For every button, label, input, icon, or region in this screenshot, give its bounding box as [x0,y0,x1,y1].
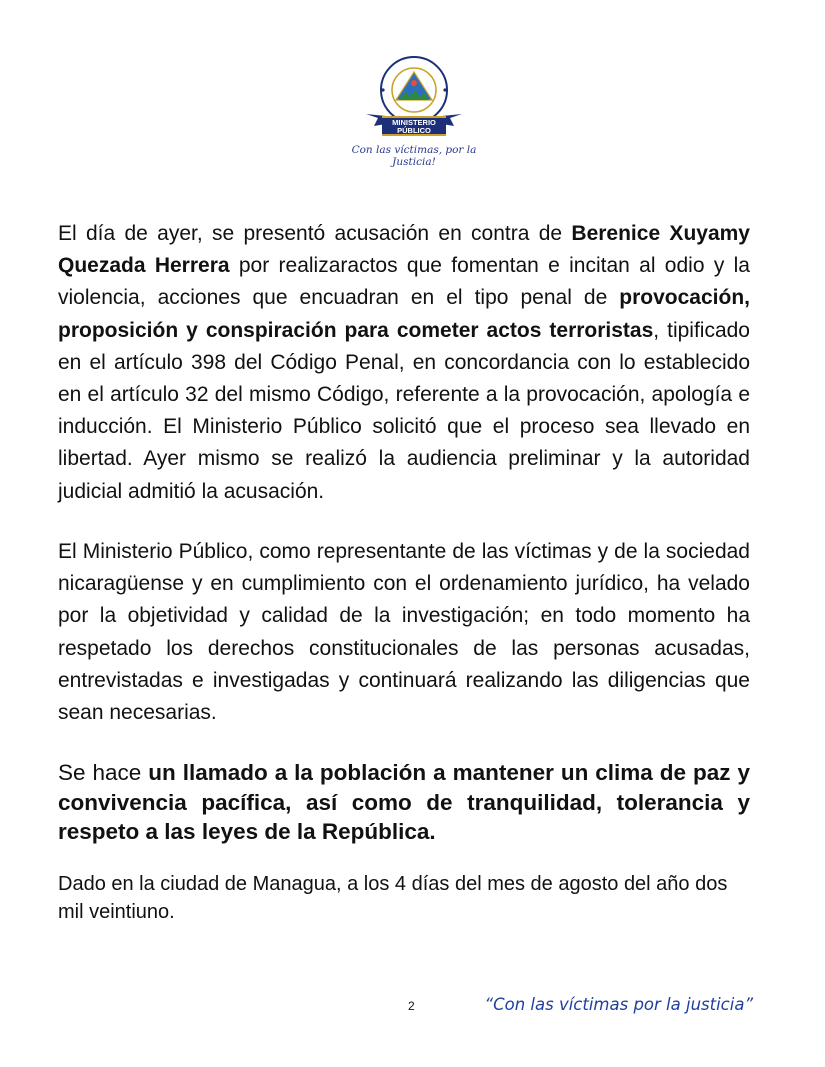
logo-tagline: Con las víctimas, por la Justicia! [351,144,477,168]
text-run: , tipificado en el artículo 398 del Código Penal, en concordancia con lo establecido en el artículo 32 del mismo Código, referente a la provocación, apología e inducción. El Ministerio Público solicitó que el proceso sea llevado en libertad. Ayer mismo se realizó la audiencia preliminar y la autoridad judicial admitió la acusación. [58,318,750,503]
text-run: El día de ayer, se presentó acusación en contra de [58,222,572,245]
ministerio-publico-logo [336,54,492,166]
footer-motto: “Con las víctimas por la justicia” [484,995,753,1014]
banner-line1: MINISTERIO [392,118,436,127]
banner-line2: PÚBLICO [397,126,431,135]
bold-text-run: un llamado a la población a mantener un clima de paz y convivencia pacífica, así como de tranquilidad, tolerancia y respeto a las leyes de la República. [58,760,750,844]
paragraph-ministry-statement [58,536,750,729]
paragraph-accusation [58,218,750,508]
bold-text-run: Berenice Xuyamy Quezada Herrera [58,222,750,278]
text-run: Se hace [58,760,149,785]
bold-text-run: provocación, proposición y conspiración para cometer actos terroristas [58,286,750,342]
page-number: 2 [408,999,415,1013]
paragraph-call-to-peace [58,758,750,847]
text-run: El Ministerio Público, como representante de las víctimas y de la sociedad nicaragüense y en cumplimiento con el ordenamiento jurídico, ha velado por la objetividad y calidad de la investigación; en todo momento ha respetado los derechos constitucionales de las personas acusadas, entrevistadas e investigadas y continuará realizando las diligencias que sean necesarias. [58,540,750,725]
nicaragua-seal-icon [336,54,492,146]
text-run: por realizaractos que fomentan e incitan al odio y la violencia, acciones que encuadran en el tipo penal de [58,254,750,310]
text-run: Dado en la ciudad de Managua, a los 4 días del mes de agosto del año dos mil veintiuno. [58,873,728,923]
paragraph-date-place [58,870,750,926]
